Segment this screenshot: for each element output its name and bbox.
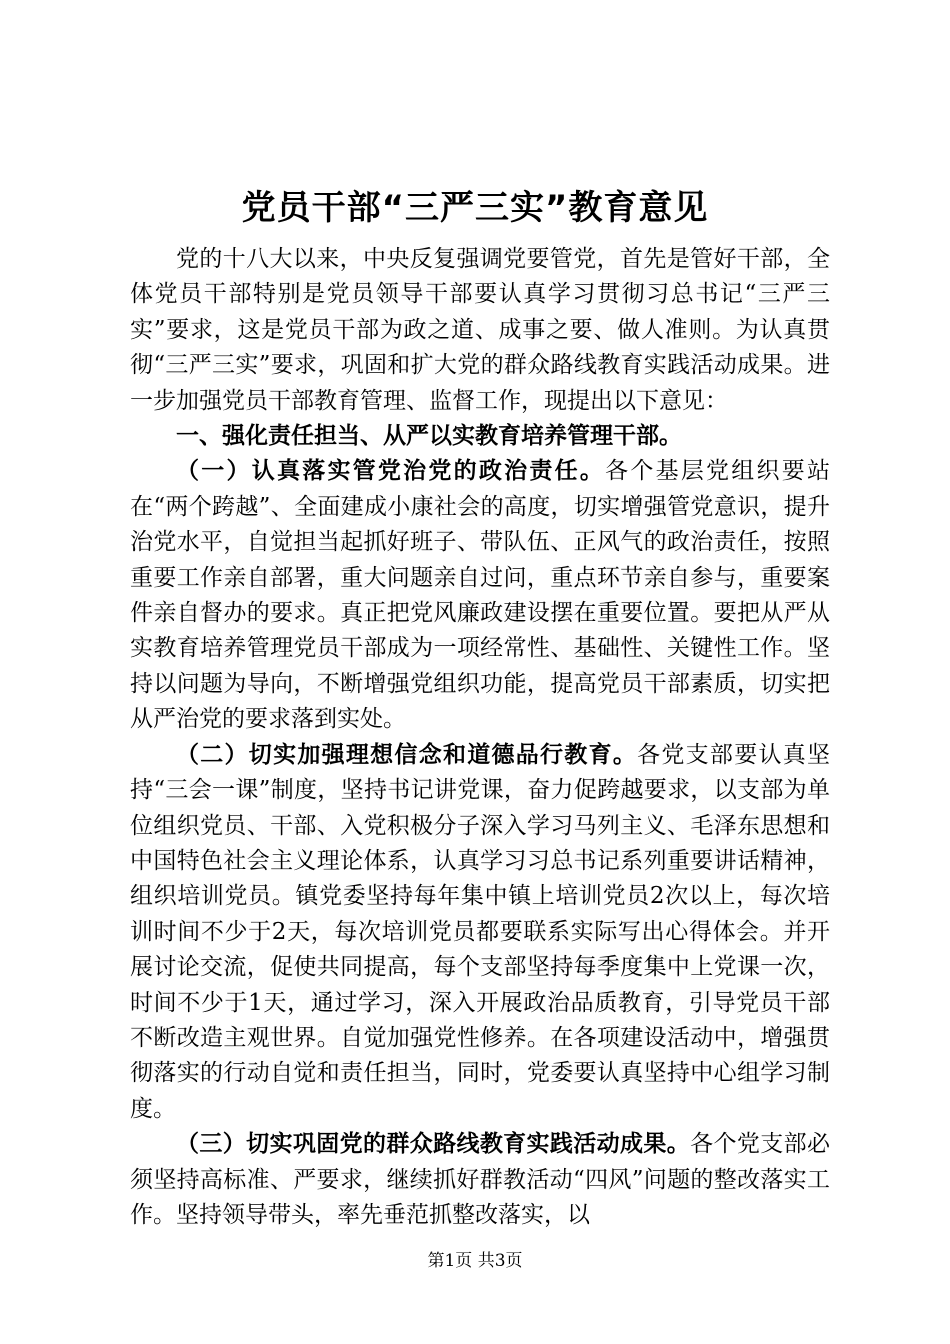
item-3-heading: （三）切实巩固党的群众路线教育实践活动成果。 [176,1131,691,1158]
item-1-heading: （一）认真落实管党治党的政治责任。 [176,458,606,485]
item-2-heading: （二）切实加强理想信念和道德品行教育。 [176,741,638,768]
intro-paragraph: 党的十八大以来，中央反复强调党要管党，首先是管好干部，全体党员干部特别是党员领导干部要认真学习贯彻习总书记“三严三实”要求，这是党员干部为政之道、成事之要、做人准则。为认真贯彻“三严三实”要求，巩固和扩大党的群众路线教育实践活动成果。进一步加强党员干部教育管理、监督工作，现提出以下意见： [130,246,830,414]
document-body [130,242,830,1233]
item-3-paragraph [130,1127,830,1233]
section-heading: 一、强化责任担当、从严以实教育培养管理干部。 [176,423,682,450]
item-1-paragraph [130,454,830,737]
item-3-body: 各个党支部必须坚持高标准、严要求，继续抓好群教活动“四风”问题的整改落实工作。坚持领导带头，率先垂范抓整改落实，以 [130,1131,831,1228]
item-2-paragraph [130,738,830,1127]
document-title: 党员干部“三严三实”教育意见 [241,188,709,228]
item-1-body: 各个基层党组织要站在“两个跨越”、全面建成小康社会的高度，切实增强管党意识，提升治党水平，自觉担当起抓好班子、带队伍、正风气的政治责任，按照重要工作亲自部署，重大问题亲自过问，重点环节亲自参与，重要案件亲自督办的要求。真正把党风廉政建设摆在重要位置。要把从严从实教育培养管理党员干部成为一项经常性、基础性、关键性工作。坚持以问题为导向，不断增强党组织功能，提高党员干部素质，切实把从严治党的要求落到实处。 [130,458,831,733]
page-footer: 第1页 共3页 [427,1251,523,1271]
item-2-body: 各党支部要认真坚持“三会一课”制度，坚持书记讲党课，奋力促跨越要求，以支部为单位组织党员、干部、入党积极分子深入学习马列主义、毛泽东思想和中国特色社会主义理论体系，认真学习习总书记系列重要讲话精神，组织培训党员。镇党委坚持每年集中镇上培训党员2次以上，每次培训时间不少于2天，每次培训党员都要联系实际写出心得体会。并开展讨论交流，促使共同提高，每个支部坚持每季度集中上党课一次，时间不少于1天，通过学习，深入开展政治品质教育，引导党员干部不断改造主观世界。自觉加强党性修养。在各项建设活动中，增强贯彻落实的行动自觉和责任担当，同时，党委要认真坚持中心组学习制度。 [130,741,831,1122]
